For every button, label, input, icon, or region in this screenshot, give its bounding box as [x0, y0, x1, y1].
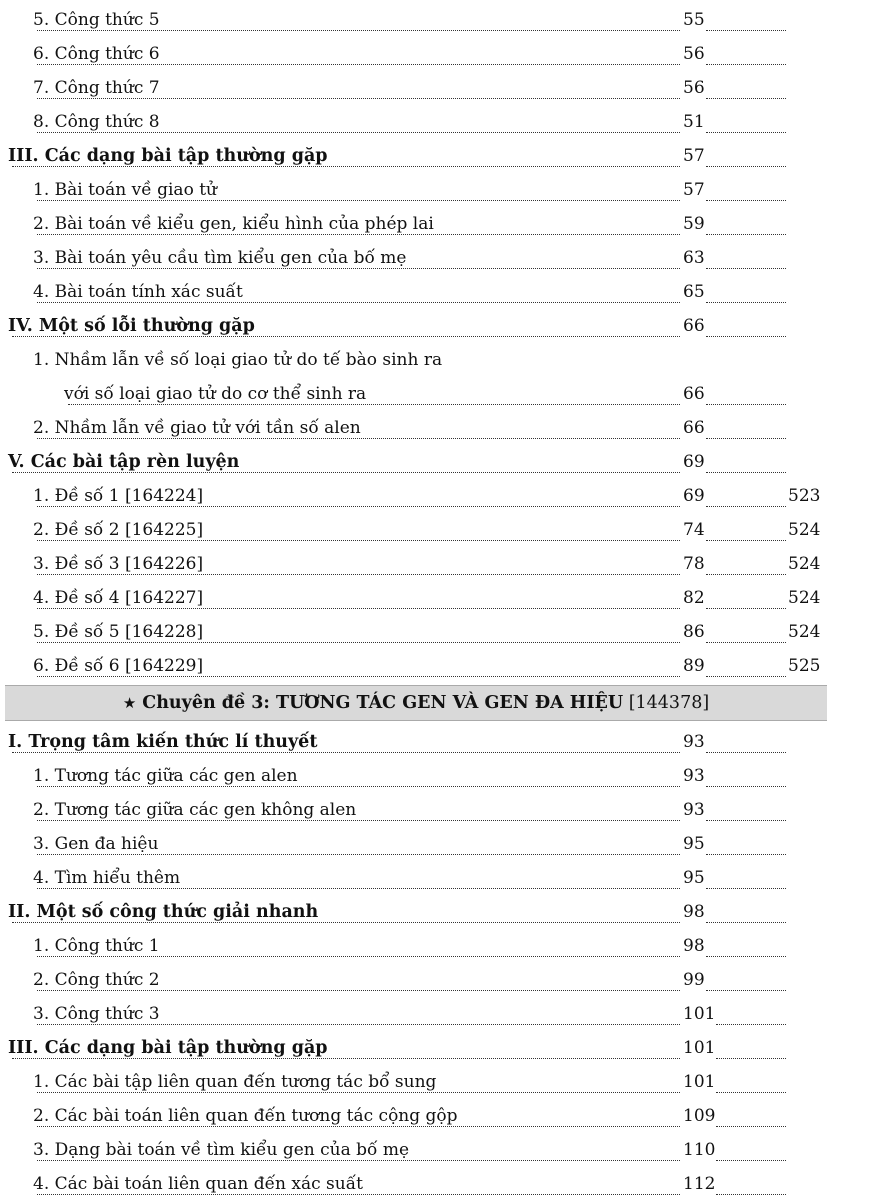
dot-leader-2 — [706, 554, 786, 575]
page-number: 69 — [683, 486, 705, 506]
dot-leader-2 — [706, 970, 786, 991]
toc-entry-title: 5. Công thức 5 — [33, 10, 160, 30]
star-icon: ★ — [122, 694, 137, 712]
dot-leader-2 — [706, 78, 786, 99]
toc-entry-title: 1. Công thức 1 — [33, 936, 160, 956]
page-number: 112 — [683, 1174, 716, 1194]
dot-leader-2 — [706, 214, 786, 235]
dot-leader-2 — [706, 622, 786, 643]
dot-leader-2 — [706, 384, 786, 405]
dot-leader-2 — [706, 486, 786, 507]
page-number: 56 — [683, 78, 705, 98]
page-number: 93 — [683, 732, 705, 752]
toc-entry-row — [0, 106, 875, 140]
toc-entry-row — [0, 1066, 875, 1100]
toc-entry-title: 2. Nhầm lẫn về giao tử với tần số alen — [33, 418, 361, 438]
dot-leader-2 — [706, 316, 786, 337]
page-number: 98 — [683, 902, 705, 922]
page-number: 98 — [683, 936, 705, 956]
toc-entry-row — [0, 1100, 875, 1134]
toc-entry-title: II. Một số công thức giải nhanh — [8, 902, 319, 922]
dot-leader-2 — [706, 180, 786, 201]
answer-page-number: 524 — [788, 588, 821, 608]
page-number: 69 — [683, 452, 705, 472]
page-number: 56 — [683, 44, 705, 64]
dot-leader-2 — [706, 282, 786, 303]
page-number: 63 — [683, 248, 705, 268]
dot-leader-2 — [706, 732, 786, 753]
toc-entry-title: 3. Đề số 3 [164226] — [33, 554, 204, 574]
toc-entry-row — [0, 38, 875, 72]
toc-entry-row — [0, 998, 875, 1032]
toc-entry-title: 3. Bài toán yêu cầu tìm kiểu gen của bố mẹ — [33, 248, 407, 268]
toc-entry-title: 1. Các bài tập liên quan đến tương tác bổ sung — [33, 1072, 437, 1092]
toc-entry-title: I. Trọng tâm kiến thức lí thuyết — [8, 732, 318, 752]
toc-entry-row — [0, 964, 875, 998]
toc-entry-row — [0, 582, 875, 616]
toc-section-row — [0, 1032, 875, 1066]
toc-entry-title: 4. Tìm hiểu thêm — [33, 868, 181, 888]
page-number: 59 — [683, 214, 705, 234]
toc-section-row — [0, 140, 875, 174]
page-number: 95 — [683, 834, 705, 854]
dot-leader-2 — [706, 10, 786, 31]
toc-entry-row — [0, 378, 875, 412]
dot-leader-2 — [706, 868, 786, 889]
dot-leader-2 — [716, 1004, 786, 1025]
page-number: 57 — [683, 180, 705, 200]
toc-entry-row — [0, 930, 875, 964]
page-number: 74 — [683, 520, 705, 540]
toc-entry-row — [0, 276, 875, 310]
toc-entry-row — [0, 650, 875, 684]
toc-entry-title: 6. Đề số 6 [164229] — [33, 656, 204, 676]
dot-leader-2 — [716, 1038, 786, 1059]
toc-entry-row — [0, 344, 875, 378]
page-number: 66 — [683, 418, 705, 438]
dot-leader-2 — [706, 766, 786, 787]
dot-leader-2 — [706, 418, 786, 439]
page-number: 66 — [683, 384, 705, 404]
dot-leader-2 — [706, 936, 786, 957]
dot-leader-2 — [706, 800, 786, 821]
toc-entry-row — [0, 616, 875, 650]
toc-entry-row — [0, 1134, 875, 1168]
toc-entry-title: 2. Công thức 2 — [33, 970, 160, 990]
toc-entry-row — [0, 1168, 875, 1202]
dot-leader-2 — [706, 656, 786, 677]
answer-page-number: 524 — [788, 554, 821, 574]
toc-entry-title: V. Các bài tập rèn luyện — [8, 452, 240, 472]
toc-section-row — [0, 310, 875, 344]
answer-page-number: 524 — [788, 520, 821, 540]
page-number: 66 — [683, 316, 705, 336]
dot-leader-2 — [716, 1174, 786, 1195]
dot-leader-2 — [716, 1072, 786, 1093]
toc-entry-row — [0, 174, 875, 208]
toc-entry-title: 7. Công thức 7 — [33, 78, 160, 98]
toc-entry-title: 6. Công thức 6 — [33, 44, 160, 64]
toc-entry-title: 3. Công thức 3 — [33, 1004, 160, 1024]
toc-entry-title: 1. Tương tác giữa các gen alen — [33, 766, 298, 786]
toc-entry-title: 2. Đề số 2 [164225] — [33, 520, 204, 540]
dot-leader-2 — [706, 248, 786, 269]
toc-entry-row — [0, 794, 875, 828]
page-number: 82 — [683, 588, 705, 608]
dot-leader-2 — [706, 452, 786, 473]
toc-section-row — [0, 896, 875, 930]
toc-entry-title: 4. Bài toán tính xác suất — [33, 282, 243, 302]
page-number: 57 — [683, 146, 705, 166]
toc-entry-title: IV. Một số lỗi thường gặp — [8, 316, 255, 336]
dot-leader-2 — [706, 834, 786, 855]
section-code: [144378] — [628, 693, 710, 713]
toc-entry-row — [0, 828, 875, 862]
page-number: 95 — [683, 868, 705, 888]
toc-entry-row — [0, 548, 875, 582]
page-number: 110 — [683, 1140, 716, 1160]
answer-page-number: 525 — [788, 656, 821, 676]
answer-page-number: 524 — [788, 622, 821, 642]
page-number: 89 — [683, 656, 705, 676]
dot-leader-2 — [716, 1106, 786, 1127]
toc-entry-title: III. Các dạng bài tập thường gặp — [8, 1038, 328, 1058]
toc-entry-title: 3. Gen đa hiệu — [33, 834, 159, 854]
toc-entry-title: 1. Bài toán về giao tử — [33, 180, 217, 200]
toc-section-row — [0, 446, 875, 480]
toc-entry-title: 1. Nhầm lẫn về số loại giao tử do tế bào sinh ra — [33, 350, 443, 370]
dot-leader-2 — [706, 112, 786, 133]
page-number: 99 — [683, 970, 705, 990]
dot-leader-2 — [706, 588, 786, 609]
dot-leader-2 — [706, 902, 786, 923]
toc-entry-row — [0, 4, 875, 38]
page-number: 86 — [683, 622, 705, 642]
toc-entry-row — [0, 208, 875, 242]
toc-entry-title: 1. Đề số 1 [164224] — [33, 486, 204, 506]
toc-entry-row — [0, 760, 875, 794]
dot-leader-2 — [706, 44, 786, 65]
section-title: Chuyên đề 3: TƯƠNG TÁC GEN VÀ GEN ĐA HIỆU — [142, 693, 624, 713]
toc-entry-row — [0, 72, 875, 106]
toc-entry-title: 2. Các bài toán liên quan đến tương tác cộng gộp — [33, 1106, 458, 1126]
dot-leader-2 — [716, 1140, 786, 1161]
page-number: 93 — [683, 800, 705, 820]
page-number: 55 — [683, 10, 705, 30]
toc-entry-row — [0, 514, 875, 548]
page-number: 109 — [683, 1106, 716, 1126]
toc-entry-title: 4. Các bài toán liên quan đến xác suất — [33, 1174, 363, 1194]
toc-section-row — [0, 726, 875, 760]
toc-entry-title: 4. Đề số 4 [164227] — [33, 588, 204, 608]
page-number: 65 — [683, 282, 705, 302]
toc-entry-row — [0, 862, 875, 896]
answer-page-number: 523 — [788, 486, 821, 506]
toc-entry-title: III. Các dạng bài tập thường gặp — [8, 146, 328, 166]
page-number: 101 — [683, 1072, 716, 1092]
toc-entry-row — [0, 242, 875, 276]
page-number: 101 — [683, 1038, 716, 1058]
toc-entry-title: 2. Bài toán về kiểu gen, kiểu hình của phép lai — [33, 214, 434, 234]
toc-entry-title: 8. Công thức 8 — [33, 112, 160, 132]
toc-entry-title: 3. Dạng bài toán về tìm kiểu gen của bố mẹ — [33, 1140, 410, 1160]
toc-entry-title: 5. Đề số 5 [164228] — [33, 622, 204, 642]
toc-entry-title: với số loại giao tử do cơ thể sinh ra — [64, 384, 367, 404]
section-band — [5, 685, 827, 721]
dot-leader-2 — [706, 520, 786, 541]
page-number: 78 — [683, 554, 705, 574]
toc-entry-row — [0, 412, 875, 446]
toc-entry-row — [0, 480, 875, 514]
toc-entry-title: 2. Tương tác giữa các gen không alen — [33, 800, 357, 820]
page-number: 93 — [683, 766, 705, 786]
page-number: 51 — [683, 112, 705, 132]
page-number: 101 — [683, 1004, 716, 1024]
dot-leader-2 — [706, 146, 786, 167]
